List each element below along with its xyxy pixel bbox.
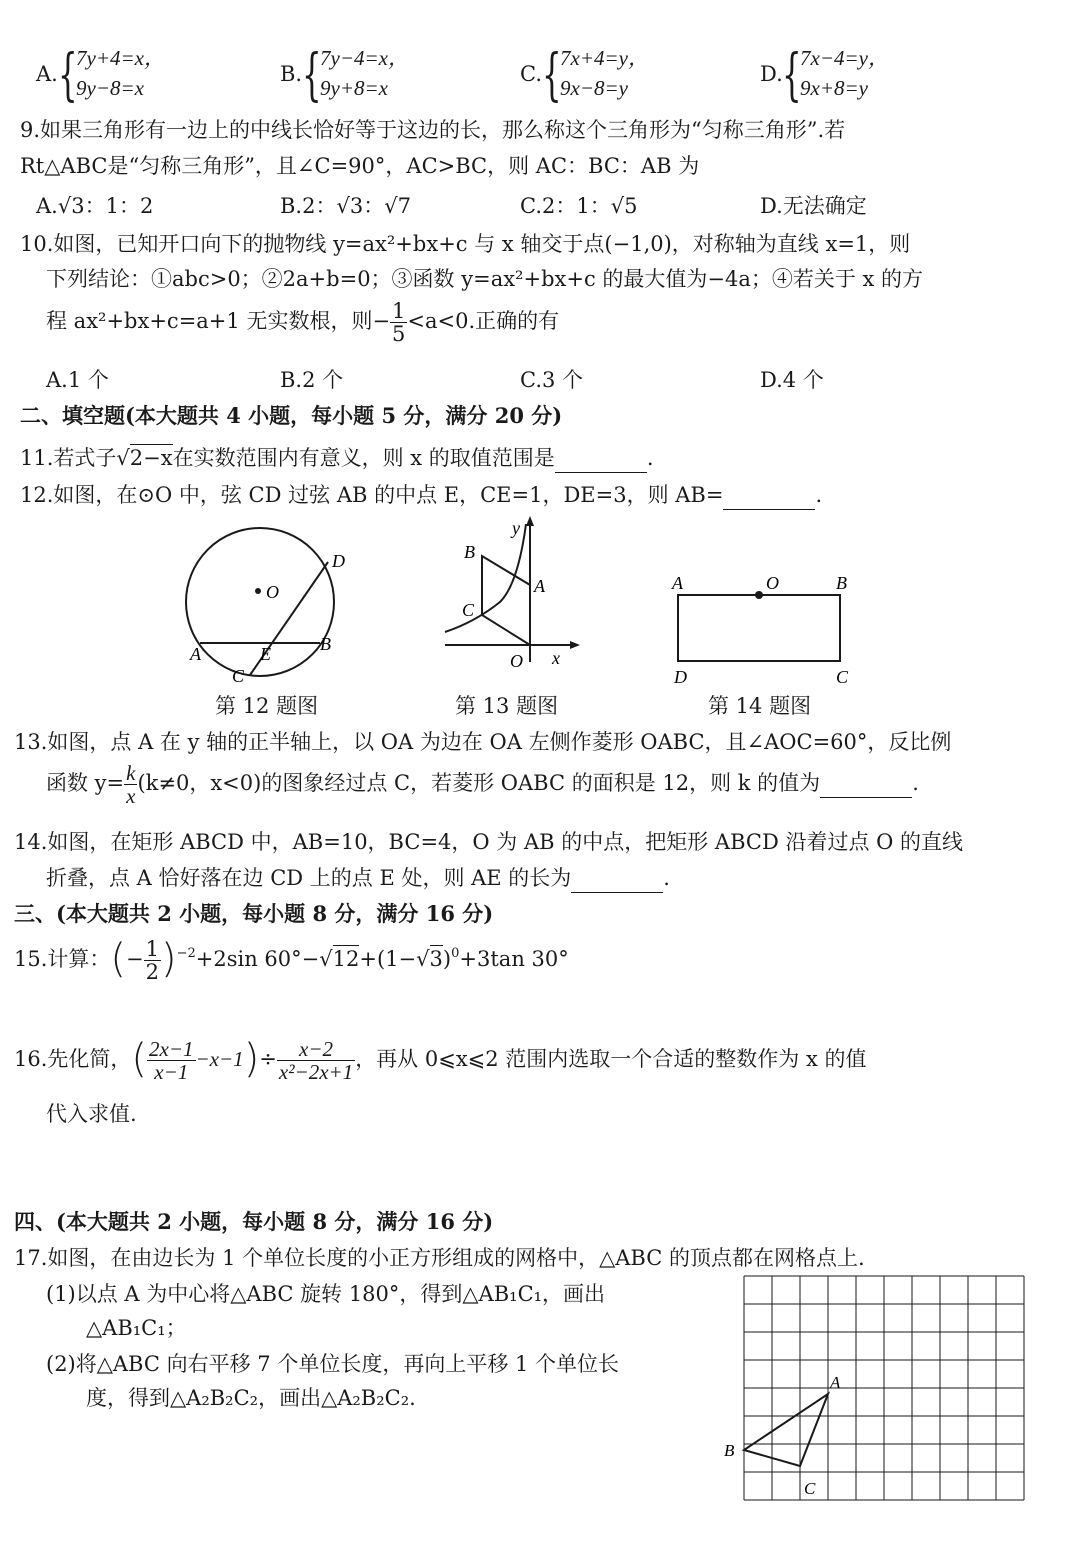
q16-f2-den: x²−2x+1 — [278, 1060, 354, 1084]
fig17-label-c: C — [804, 1479, 816, 1498]
q9-line1: 9.如果三角形有一边上的中线长恰好等于这边的长，那么称这个三角形为“匀称三角形”.若 — [20, 118, 846, 142]
q15-mid: +2sin 60°− — [195, 947, 320, 971]
fig13-label-o: O — [510, 651, 523, 671]
q17-part2-a: (2)将△ABC 向右平移 7 个单位长度，再向上平移 1 个单位长 — [46, 1352, 620, 1376]
q10-option-a: A.1 个 — [46, 368, 109, 392]
q15-post: +3tan 30° — [459, 947, 569, 971]
fig13-y-arrow — [526, 516, 534, 526]
q9-option-c: C.2：1：√5 — [520, 194, 638, 218]
q16-paren-open: ( — [131, 1036, 148, 1082]
q10-frac-den: 5 — [392, 322, 406, 347]
q13-pre: 函数 y= — [46, 771, 125, 796]
q8-c-eq1: 7x+4=y， — [560, 46, 649, 70]
q10-option-d: D.4 个 — [760, 368, 824, 392]
q13-end: . — [912, 771, 919, 796]
q8-b-eq2: 9y+8=x — [320, 76, 388, 100]
q8-a-label: A. — [36, 62, 58, 86]
q15: 15.计算：(− $\frac{1}{2}$ )$^{-2}$+2sin $60^\circ-√12+(1-√3)^0+3\tan$ 30° — [14, 936, 569, 984]
q9-option-d: D.无法确定 — [760, 194, 867, 218]
q17-part1-a: (1)以点 A 为中心将△ABC 旋转 180°，得到△AB₁C₁，画出 — [46, 1282, 606, 1306]
fig13-rhombus — [482, 556, 530, 645]
fig14-label-d: D — [674, 667, 687, 687]
q8-a-eq1: 7y+4=x， — [76, 46, 165, 70]
q9-option-a: A.√3：1：2 — [36, 194, 154, 218]
q12 — [20, 479, 822, 510]
fig13-label-b: B — [464, 542, 475, 562]
q8-b-label: B. — [280, 62, 303, 86]
q8-d-brace: { — [782, 43, 802, 108]
q13-post: (k≠0，x<0)的图象经过点 C，若菱形 OABC 的面积是 12，则 k 的值为 — [137, 771, 821, 796]
fig13-x-arrow — [570, 641, 580, 649]
q8-d-label: D. — [760, 62, 783, 86]
fig13-label-x: x — [552, 648, 560, 668]
q11-answer-blank[interactable] — [555, 448, 647, 473]
q10-line2: 下列结论：①abc>0；②2a+b=0；③函数 y=ax²+bx+c 的最大值为−4a；④若关于 x 的方 — [46, 267, 924, 291]
fig17-label-b: B — [724, 1441, 735, 1460]
fig17-grid-lines — [744, 1276, 1024, 1500]
q9-option-b: B.2：√3：√7 — [280, 194, 411, 218]
fig14-label-c: C — [836, 667, 849, 687]
fig14-caption: 第 14 题图 — [708, 694, 812, 718]
q8-c-label: C. — [520, 62, 542, 86]
figure-17-grid — [720, 1268, 1040, 1518]
q15-pre: 15.计算： — [14, 947, 111, 971]
fig14-point-o — [755, 591, 763, 599]
figure-13 — [430, 512, 590, 682]
q17-part1-b: △AB₁C₁； — [86, 1316, 187, 1340]
figure-14 — [660, 565, 870, 690]
q8-b-eq1: 7y−4=x， — [320, 46, 409, 70]
q14-text: 折叠，点 A 恰好落在边 CD 上的点 E 处，则 AE 的长为 — [46, 866, 572, 890]
q15-fraction — [144, 938, 161, 983]
q10-line3-post: <a<0.正确的有 — [407, 309, 560, 334]
fig13-label-y: y — [512, 518, 520, 538]
q15-plus: + — [359, 947, 377, 971]
q14-line1: 14.如图，在矩形 ABCD 中，AB=10，BC=4，O 为 AB 的中点，把矩形 ABCD 沿着过点 O 的直线 — [14, 830, 964, 854]
fig12-caption: 第 12 题图 — [215, 694, 319, 718]
fig14-label-o: O — [766, 573, 779, 593]
fig12-center-dot — [255, 588, 261, 594]
fig12-label-b: B — [320, 634, 331, 654]
q11-post: 在实数范围内有意义，则 x 的取值范围是 — [172, 446, 555, 470]
q11-pre: 11.若式子 — [20, 446, 117, 470]
q15-exponent-zero: 0 — [451, 946, 460, 961]
q16 — [14, 1036, 867, 1083]
q16-f1-num: 2x−1 — [149, 1036, 194, 1061]
q15-exponent: −2 — [176, 946, 196, 961]
q16-paren-close: ) — [243, 1036, 260, 1082]
q8-a-eq2: 9y−8=x — [76, 76, 144, 100]
q16-line2: 代入求值. — [46, 1102, 137, 1126]
q16-fraction1 — [147, 1038, 196, 1083]
q8-c-brace: { — [542, 43, 562, 108]
fig12-label-e: E — [260, 644, 271, 664]
q17-part2-b: 度，得到△A₂B₂C₂，画出△A₂B₂C₂. — [86, 1386, 416, 1410]
q15-paren-close: ) — [161, 936, 177, 982]
q9-line2: Rt△ABC是“匀称三角形”，且∠C=90°，AC>BC，则 AC：BC：AB 为 — [20, 154, 700, 178]
q15-paren-open: ( — [110, 936, 127, 982]
q8-d-eq2: 9x+8=y — [800, 76, 868, 100]
fig14-label-b: B — [836, 573, 847, 593]
fig17-triangle-abc — [744, 1394, 828, 1466]
fig13-caption: 第 13 题图 — [455, 694, 559, 718]
q11: 11.若式子√2−x在实数范围内有意义，则 x 的取值范围是 . — [20, 442, 654, 473]
q11-end: . — [646, 446, 654, 470]
q8-d-eq1: 7x−4=y， — [800, 46, 889, 70]
q15-minus: − — [126, 947, 144, 971]
q13-frac-num: k — [126, 761, 136, 785]
q17-line1: 17.如图，在由边长为 1 个单位长度的小正方形组成的网格中，△ABC 的顶点都在网格点上. — [14, 1246, 865, 1270]
fig14-rectangle — [678, 595, 840, 661]
fig14-label-a: A — [672, 573, 683, 593]
q10-line3-pre: 程 ax²+bx+c=a+1 无实数根，则− — [46, 309, 391, 334]
q15-frac-num: 1 — [145, 936, 159, 961]
figure-12 — [170, 512, 370, 692]
q11-radicand: 2−x — [129, 446, 173, 470]
q13-answer-blank[interactable] — [820, 773, 912, 798]
fig12-label-c: C — [232, 666, 245, 686]
q16-post: ，再从 0⩽x⩽2 范围内选取一个合适的整数作为 x 的值 — [355, 1047, 867, 1071]
q10-line1: 10.如图，已知开口向下的抛物线 y=ax²+bx+c 与 x 轴交于点(−1,0)，对称轴为直线 x=1，则 — [20, 232, 911, 256]
fig13-hyperbola — [445, 524, 526, 632]
fig17-label-a: A — [830, 1373, 841, 1392]
section2-heading: 二、填空题(本大题共 4 小题，每小题 5 分，满分 20 分) — [20, 403, 563, 428]
q8-a-brace: { — [58, 43, 78, 108]
q15-inner-pre: 1− — [385, 947, 417, 971]
q13-line2 — [46, 762, 919, 807]
q10-line3 — [46, 300, 559, 345]
q14-end: . — [663, 866, 670, 890]
q13-frac-den: x — [126, 784, 136, 809]
q10-frac-num: 1 — [392, 299, 406, 323]
q14-answer-blank[interactable] — [571, 868, 663, 893]
section3-heading: 三、(本大题共 2 小题，每小题 8 分，满分 16 分) — [14, 901, 494, 926]
q8-b-brace: { — [302, 43, 322, 108]
q12-end: . — [815, 483, 823, 507]
q14-line2 — [46, 862, 670, 893]
q16-fraction2 — [277, 1038, 355, 1083]
q8-c-eq2: 9x−8=y — [560, 76, 628, 100]
q13-line1: 13.如图，点 A 在 y 轴的正半轴上，以 OA 为边在 OA 左侧作菱形 OABC，且∠AOC=60°，反比例 — [14, 730, 952, 754]
q15-radicand: 12 — [332, 947, 360, 971]
q16-mid: −x−1 — [195, 1047, 244, 1071]
q16-f2-num: x−2 — [277, 1038, 355, 1061]
q15-frac-den: 2 — [145, 960, 159, 984]
fig13-label-c: C — [462, 600, 475, 620]
q10-option-c: C.3 个 — [520, 368, 584, 392]
section4-heading: 四、(本大题共 2 小题，每小题 8 分，满分 16 分) — [14, 1209, 494, 1234]
fig13-label-a: A — [534, 576, 545, 596]
q15-inner-radicand: 3 — [429, 947, 443, 971]
fig12-label-d: D — [332, 551, 345, 571]
q10-fraction — [390, 300, 407, 345]
q16-div: ÷ — [259, 1047, 277, 1071]
q16-f1-den: x−1 — [154, 1060, 189, 1084]
q10-option-b: B.2 个 — [280, 368, 344, 392]
q16-pre: 16.先化简， — [14, 1047, 132, 1071]
fig12-label-o: O — [266, 582, 279, 602]
fig12-label-a: A — [190, 644, 201, 664]
q13-fraction — [124, 762, 137, 807]
q12-answer-blank[interactable] — [723, 485, 815, 510]
q12-text: 12.如图，在⊙O 中，弦 CD 过弦 AB 的中点 E，CE=1，DE=3，则 AB= — [20, 483, 724, 507]
